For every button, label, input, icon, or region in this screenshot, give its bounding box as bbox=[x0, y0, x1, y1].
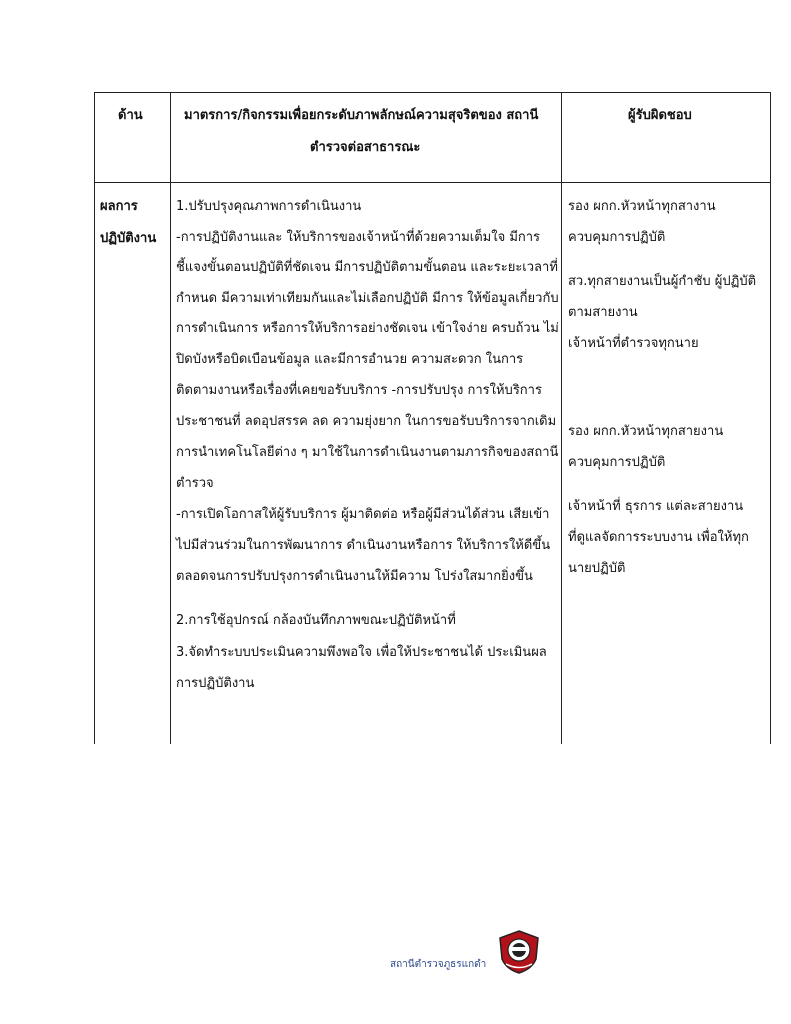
measure-line: ประชาชนที่ ลดอุปสรรค ลด ความยุ่งยาก ในการขอรับบริการจากเดิม bbox=[176, 414, 557, 429]
table-left-border bbox=[94, 92, 95, 744]
measure-line: -การปฏิบัติงานและ ให้บริการของเจ้าหน้าที่ด้วยความเต็มใจ มีการ bbox=[176, 230, 541, 245]
measure-line: 2.การใช้อุปกรณ์ กล้องบันทึกภาพขณะปฏิบัติหน้าที่ bbox=[176, 613, 456, 628]
responsible-line: เจ้าหน้าที่ตำรวจทุกนาย bbox=[568, 336, 699, 351]
police-station-emblem-icon bbox=[496, 929, 542, 975]
measure-line: กำหนด มีความเท่าเทียมกันและไม่เลือกปฏิบัติ มีการ ให้ข้อมูลเกี่ยวกับ bbox=[176, 291, 559, 306]
responsible-line: ที่ดูแลจัดการระบบงาน เพื่อให้ทุก bbox=[568, 530, 749, 545]
table-top-border bbox=[94, 92, 771, 93]
responsible-line: เจ้าหน้าที่ ธุรการ แต่ละสายงาน bbox=[568, 499, 744, 514]
measure-line: 1.ปรับปรุงคุณภาพการดำเนินงาน bbox=[176, 199, 362, 214]
table-header-divider bbox=[94, 182, 771, 183]
header-measures-line1: มาตรการ/กิจกรรมเพื่อยกระดับภาพลักษณ์ความสุจริตของ สถานี bbox=[184, 108, 539, 123]
header-measures-line2: ตำรวจต่อสาธารณะ bbox=[310, 140, 421, 155]
measure-line: การปฏิบัติงาน bbox=[176, 676, 255, 691]
measure-line: 3.จัดทำระบบประเมินความพึงพอใจ เพื่อให้ประชาชนได้ ประเมินผล bbox=[176, 645, 547, 660]
category-label-line1: ผลการ bbox=[100, 199, 138, 214]
table-right-border bbox=[770, 92, 771, 744]
responsible-line: ตามสายงาน bbox=[568, 305, 638, 320]
measure-line: การดำเนินการ หรือการให้บริการอย่างชัดเจน เข้าใจง่าย ครบถ้วน ไม่ bbox=[176, 321, 559, 336]
measure-line: ติดตามงานหรือเรื่องที่เคยขอรับบริการ -การปรับปรุง การให้บริการ bbox=[176, 383, 542, 398]
measure-line: ปิดบังหรือบิดเบือนข้อมูล และมีการอำนวย ความสะดวก ในการ bbox=[176, 352, 524, 367]
measure-line: ไปมีส่วนร่วมในการพัฒนาการ ดำเนินงานหรือการ ให้บริการให้ดีขึ้น bbox=[176, 538, 551, 553]
category-label-line2: ปฏิบัติงาน bbox=[100, 231, 157, 246]
responsible-line: ควบคุมการปฏิบัติ bbox=[568, 230, 666, 245]
responsible-line: รอง ผกก.หัวหน้าทุกสายงาน bbox=[568, 424, 724, 439]
measure-line: -การเปิดโอกาสให้ผู้รับบริการ ผู้มาติดต่อ หรือผู้มีส่วนได้ส่วน เสียเข้า bbox=[176, 507, 550, 522]
measure-line: ชี้แจงขั้นตอนปฏิบัติที่ชัดเจน มีการปฏิบัติตามขั้นตอน และระยะเวลาที่ bbox=[176, 260, 558, 275]
measure-line: ตำรวจ bbox=[176, 476, 214, 491]
measure-line: ตลอดจนการปรับปรุงการดำเนินงานให้มีความ โปร่งใสมากยิ่งขึ้น bbox=[176, 569, 533, 584]
footer-station-name: สถานีตำรวจภูธรแกดำ bbox=[390, 959, 487, 970]
responsible-line: ควบคุมการปฏิบัติ bbox=[568, 455, 666, 470]
header-category: ด้าน bbox=[118, 108, 143, 123]
header-responsible: ผู้รับผิดชอบ bbox=[628, 108, 692, 123]
table-col-divider-1 bbox=[170, 92, 171, 744]
table-col-divider-2 bbox=[561, 92, 562, 744]
responsible-line: สว.ทุกสายงานเป็นผู้กำชับ ผู้ปฏิบัติ bbox=[568, 274, 757, 289]
responsible-line: รอง ผกก.หัวหน้าทุกสางาน bbox=[568, 199, 716, 214]
responsible-line: นายปฏิบัติ bbox=[568, 561, 626, 576]
measure-line: การนำเทคโนโลยีต่าง ๆ มาใช้ในการดำเนินงานตามภารกิจของสถานี bbox=[176, 445, 559, 460]
